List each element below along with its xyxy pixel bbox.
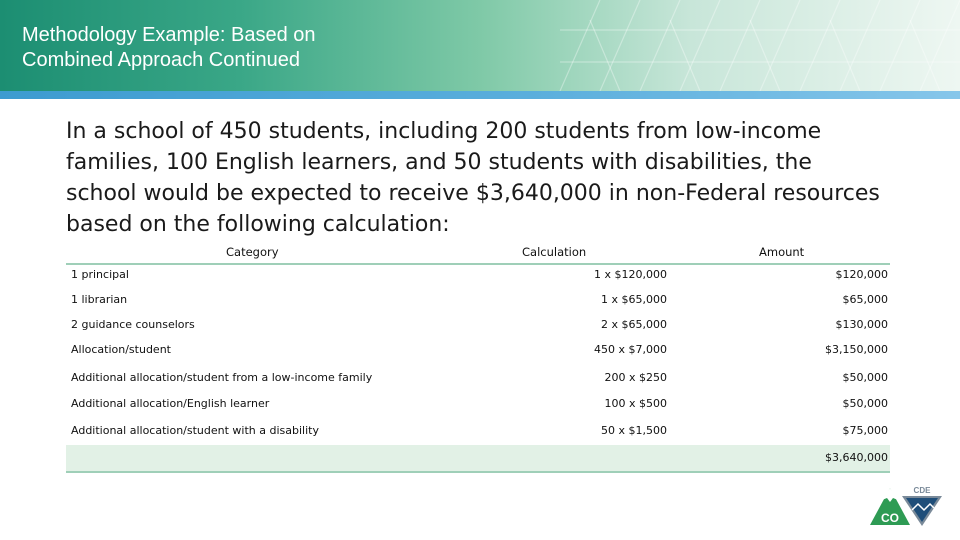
header-amount: Amount <box>759 245 805 259</box>
logo-shield-inner <box>906 498 938 522</box>
row-amount: $3,150,000 <box>825 343 888 356</box>
row-amount: $75,000 <box>842 424 888 437</box>
row-amount: $50,000 <box>842 371 888 384</box>
row-category: Additional allocation/English learner <box>71 397 270 410</box>
row-calculation: 1 x $120,000 <box>594 268 667 281</box>
table-row <box>66 262 890 288</box>
table-total-row <box>66 445 890 473</box>
intro-paragraph: In a school of 450 students, including 200 students from low-income families, 100 English learners, and 50 students with disabilities, the school would be expected to receive $3,640,000 in non-Federal resources based on the following calculation: <box>66 119 880 237</box>
row-category: Additional allocation/student from a low-income family <box>71 371 373 384</box>
row-calculation: 50 x $1,500 <box>601 424 667 437</box>
table-row <box>66 391 890 417</box>
row-amount: $120,000 <box>835 268 888 281</box>
table-row <box>66 365 890 391</box>
mountain-logo-icon <box>868 482 948 528</box>
row-category: Additional allocation/student with a disability <box>71 424 319 437</box>
page-title <box>22 23 442 73</box>
header-accent-bar <box>0 91 960 99</box>
title-line-1: Methodology Example: Based on <box>22 24 316 46</box>
row-calculation: 2 x $65,000 <box>601 318 667 331</box>
header-calculation: Calculation <box>522 245 587 259</box>
row-calculation: 100 x $500 <box>604 397 667 410</box>
row-category: 1 principal <box>71 268 129 281</box>
calculation-table <box>66 241 890 473</box>
logo-co-text: CO <box>881 511 899 525</box>
table-row <box>66 337 890 363</box>
row-category: Allocation/student <box>71 343 171 356</box>
cde-co-logo <box>868 482 948 528</box>
row-amount: $130,000 <box>835 318 888 331</box>
row-amount: $50,000 <box>842 397 888 410</box>
table-row <box>66 287 890 313</box>
header-banner <box>0 0 960 91</box>
table-row <box>66 312 890 338</box>
total-amount: $3,640,000 <box>825 451 888 464</box>
row-calculation: 1 x $65,000 <box>601 293 667 306</box>
row-amount: $65,000 <box>842 293 888 306</box>
header-category: Category <box>226 245 279 259</box>
row-calculation: 450 x $7,000 <box>594 343 667 356</box>
row-category: 1 librarian <box>71 293 128 306</box>
title-line-2: Combined Approach Continued <box>22 49 300 71</box>
row-category: 2 guidance counselors <box>71 318 195 331</box>
logo-cde-text: CDE <box>913 486 931 495</box>
row-calculation: 200 x $250 <box>604 371 667 384</box>
table-row <box>66 418 890 444</box>
